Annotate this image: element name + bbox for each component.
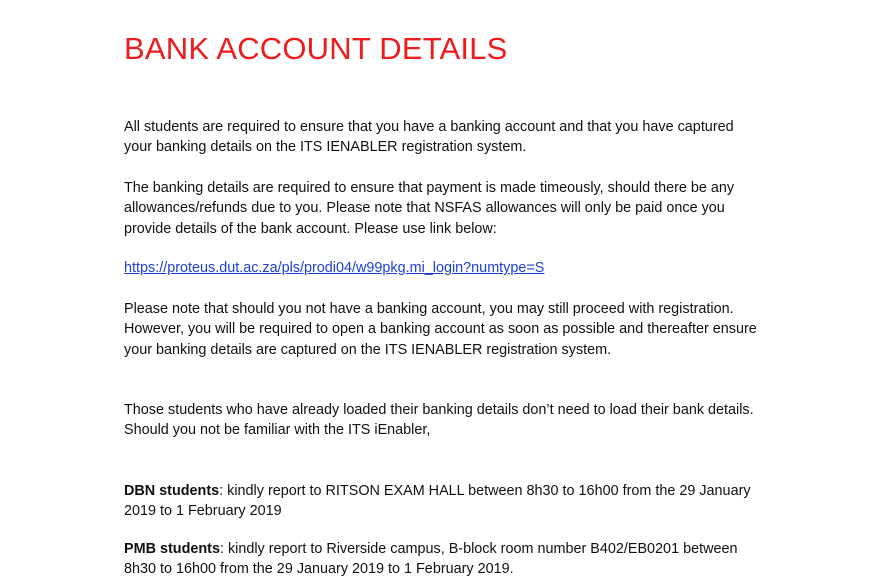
dbn-students-text: : kindly report to RITSON EXAM HALL between 8h30 to 16h00 from the 29 January 2019 to 1 February 2019 bbox=[124, 483, 751, 520]
banking-details-paragraph: The banking details are required to ensure that payment is made timeously, should there be any allowances/refunds due to you. Please note that NSFAS allowances will only be paid once you provide details of the bank account. Please use link below: bbox=[124, 180, 735, 237]
registration-link[interactable]: https://proteus.dut.ac.za/pls/prodi04/w99pkg.mi_login?numtype=S bbox=[124, 260, 545, 276]
dbn-students-paragraph bbox=[124, 481, 760, 522]
already-loaded-paragraph bbox=[124, 400, 760, 441]
pmb-students-text: : kindly report to Riverside campus, B-block room number B402/EB0201 between 8h30 to 16h00 from the 29 January 2019 to 1 February 2019. bbox=[124, 541, 738, 578]
dbn-students-label: DBN students bbox=[124, 483, 220, 499]
no-account-paragraph: Please note that should you not have a banking account, you may still proceed with registration. However, you will be required to open a banking account as soon as possible and thereafter ensure your banking details are captured on the ITS IENABLER registration system. bbox=[124, 301, 757, 358]
not-familiar-text: Should you not be familiar with the ITS iEnabler, bbox=[124, 422, 431, 439]
link-paragraph bbox=[124, 258, 760, 278]
pmb-students-label: PMB students bbox=[124, 541, 220, 557]
pmb-students-paragraph bbox=[124, 539, 760, 580]
intro-paragraph: All students are required to ensure that you have a banking account and that you have captured your banking details on the ITS IENABLER registration system. bbox=[124, 119, 734, 156]
already-loaded-text: Those students who have already loaded their banking details don’t need to load their bank details. bbox=[124, 402, 754, 418]
page-title: BANK ACCOUNT DETAILS bbox=[124, 31, 508, 66]
